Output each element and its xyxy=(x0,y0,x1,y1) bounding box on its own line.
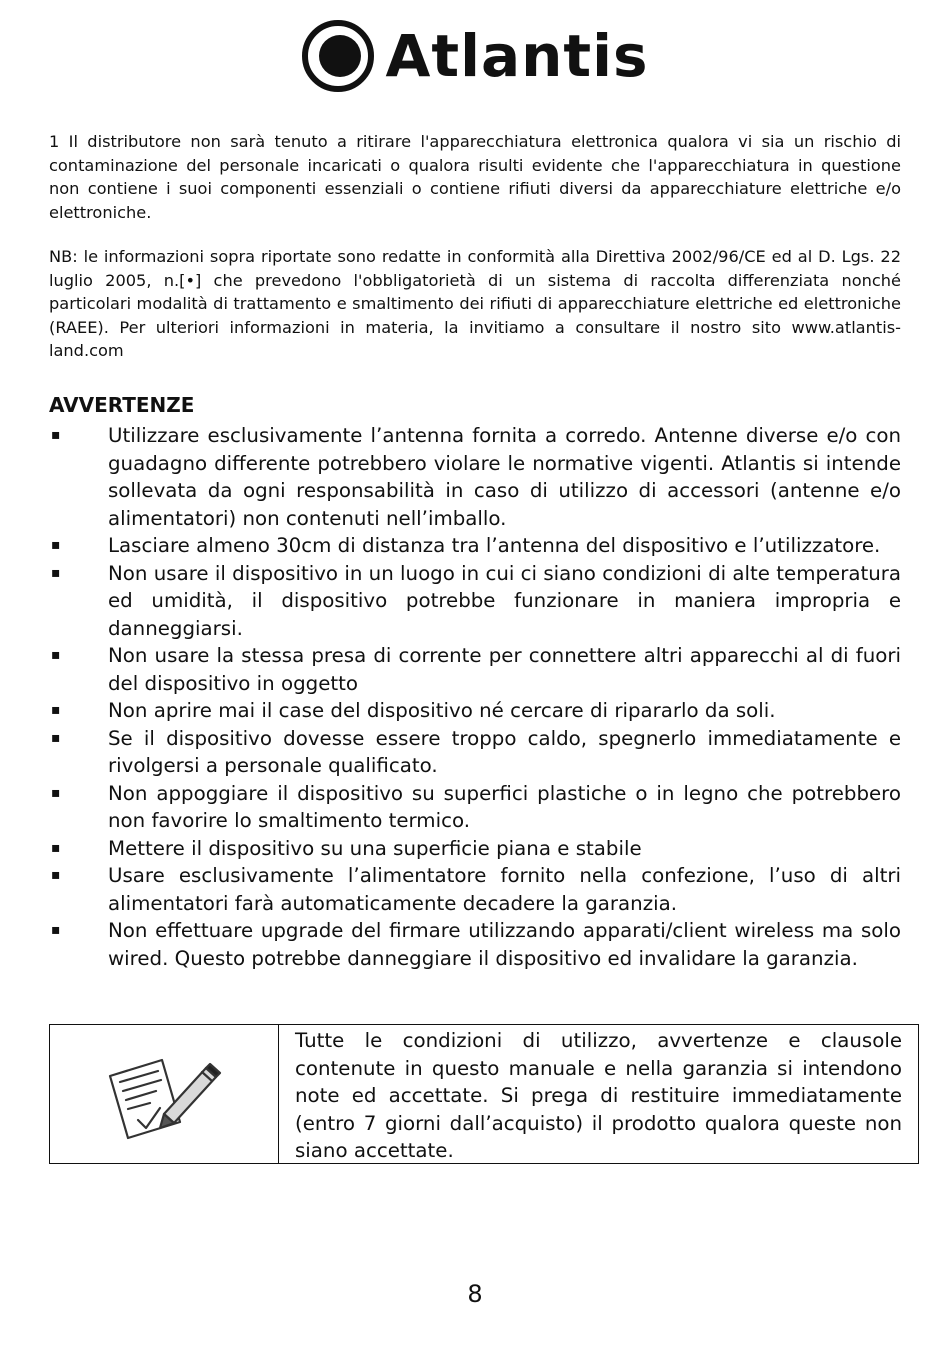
document-pencil-icon xyxy=(104,1048,224,1140)
notice-text: Tutte le condizioni di utilizzo, avvertenze e clausole contenute in questo manuale e nella garanzia si intendono note ed accettate. Si prega di restituire immediatamente (entro 7 giorni dall’acquisto) il prodotto qualora queste non siano accettate. xyxy=(295,1029,902,1162)
warning-text: Non aprire mai il case del dispositivo né cercare di ripararlo da soli. xyxy=(108,699,776,722)
notice-box xyxy=(49,1024,919,1164)
warning-text: Non usare la stessa presa di corrente per connettere altri apparecchi al di fuori del dispositivo in oggetto xyxy=(108,644,901,695)
brand-logo xyxy=(0,16,950,96)
bullet-icon: ▪ xyxy=(51,702,61,718)
warning-text: Utilizzare esclusivamente l’antenna fornita a corredo. Antenne diverse e/o con guadagno differente potrebbero violare le normative vigenti. Atlantis si intende sollevata da ogni responsabilità in caso di utilizzo di accessori (antenne e/o alimentatori) non contenuti nell’imballo. xyxy=(108,424,901,530)
list-item xyxy=(49,725,901,780)
bullet-icon: ▪ xyxy=(51,729,61,746)
list-item xyxy=(49,835,901,863)
list-item xyxy=(49,642,901,697)
list-item xyxy=(49,532,901,560)
warning-text: Se il dispositivo dovesse essere troppo caldo, spegnerlo immediatamente e rivolgersi a personale qualificato. xyxy=(108,726,901,777)
list-item xyxy=(49,862,901,917)
footnote-text: 1 Il distributore non sarà tenuto a ritirare l'apparecchiatura elettronica qualora vi sia un rischio di contaminazione del personale incaricati o qualora risulti evidente che l'apparecchiatura in questione non contiene i suoi componenti essenziali o contiene rifiuti diversi da apparecchiature elettriche e/o elettroniche. xyxy=(49,132,901,222)
list-item xyxy=(49,917,901,972)
warnings-list xyxy=(49,422,901,972)
bullet-icon: ▪ xyxy=(51,922,61,938)
warning-text: Non usare il dispositivo in un luogo in cui ci siano condizioni di alte temperatura ed umidità, il dispositivo potrebbe funzionare in maniera impropria e danneggiarsi. xyxy=(108,561,901,640)
notice-icon-cell xyxy=(50,1025,279,1163)
page-number: 8 xyxy=(467,1280,483,1308)
logo-text: Atlantis xyxy=(385,22,649,90)
warning-text: Non appoggiare il dispositivo su superfici plastiche o in legno che potrebbero non favorire lo smaltimento termico. xyxy=(108,781,901,832)
warning-text: Lasciare almeno 30cm di distanza tra l’antenna del dispositivo e l’utilizzatore. xyxy=(108,534,881,557)
warnings-heading: AVVERTENZE xyxy=(49,393,195,417)
list-item xyxy=(49,697,901,725)
bullet-icon: ▪ xyxy=(51,867,61,883)
warning-text: Mettere il dispositivo su una superficie piana e stabile xyxy=(108,836,642,860)
logo-symbol-icon xyxy=(301,19,375,93)
bullet-icon: ▪ xyxy=(51,427,61,443)
warning-text: Usare esclusivamente l’alimentatore fornito nella confezione, l’uso di altri alimentatori farà automaticamente decadere la garanzia. xyxy=(108,864,901,915)
list-item xyxy=(49,780,901,835)
bullet-icon: ▪ xyxy=(51,564,61,581)
nb-note-text: NB: le informazioni sopra riportate sono redatte in conformità alla Direttiva 2002/96/CE ed al D. Lgs. 22 luglio 2005, n.[•] che prevedono l'obbligatorietà di un sistema di raccolta differenziata nonché particolari modalità di trattamento e smaltimento dei rifiuti di apparecchiature elettriche ed elettroniche (RAEE). Per ulteriori informazioni in materia, la invitiamo a consultare il nostro sito www.atlantis-land.com xyxy=(49,247,901,360)
bullet-icon: ▪ xyxy=(51,537,61,553)
bullet-icon: ▪ xyxy=(51,647,61,663)
bullet-icon: ▪ xyxy=(51,839,61,856)
list-item xyxy=(49,422,901,532)
list-item xyxy=(49,560,901,643)
bullet-icon: ▪ xyxy=(51,784,61,801)
warning-text: Non effettuare upgrade del firmare utilizzando apparati/client wireless ma solo wired. Questo potrebbe danneggiare il dispositivo ed invalidare la garanzia. xyxy=(108,919,901,970)
